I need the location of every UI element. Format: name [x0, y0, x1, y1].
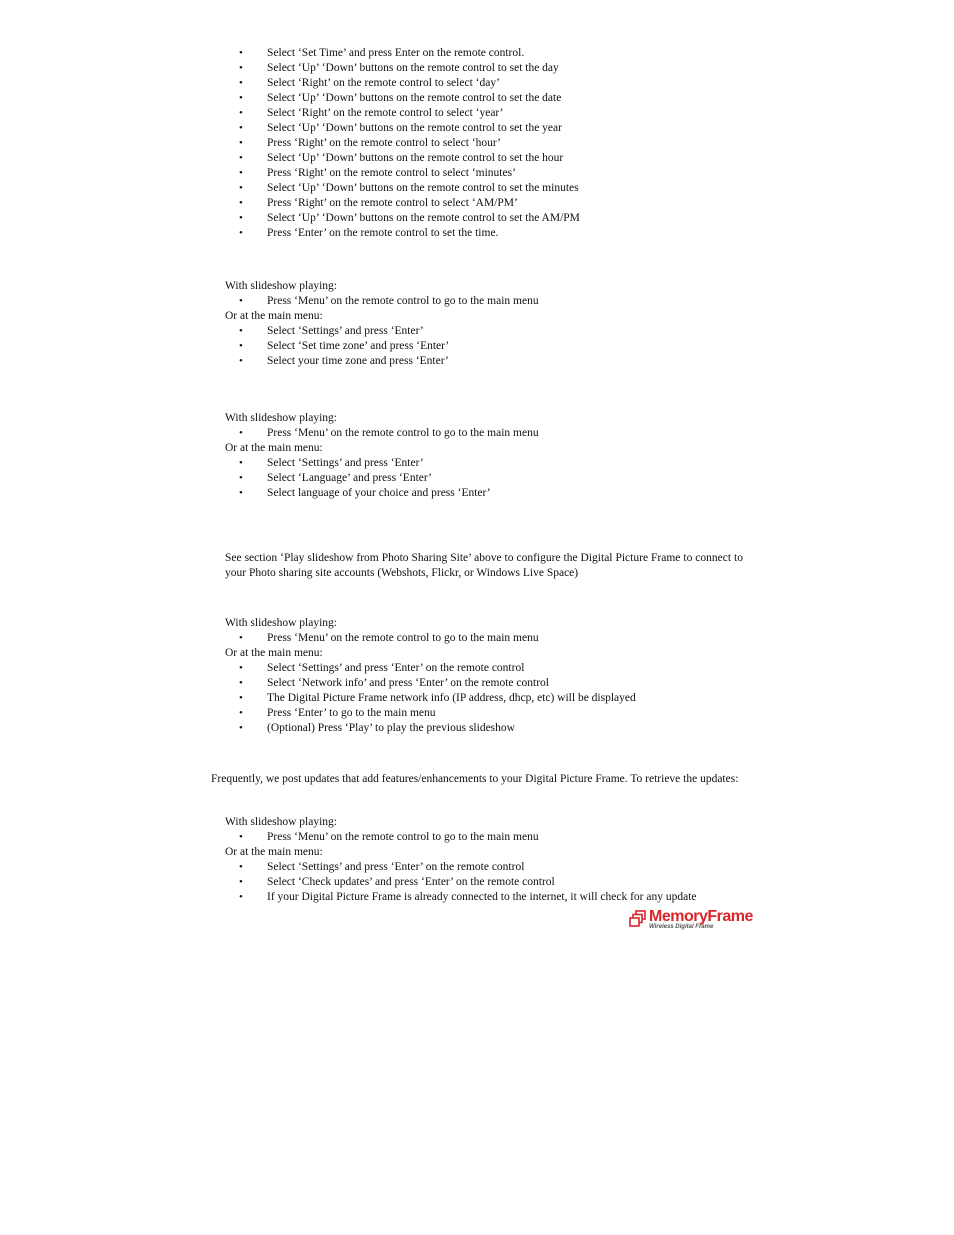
set-time-section: [225, 46, 745, 241]
main-menu-intro: Or at the main menu:: [225, 647, 323, 659]
main-menu-intro: Or at the main menu:: [225, 310, 323, 322]
logo-tagline: Wireless Digital Frame: [649, 924, 714, 930]
list-item: • Press ‘Right’ on the remote control to select ‘minutes’: [225, 166, 745, 181]
slideshow-intro: With slideshow playing:: [225, 617, 337, 629]
list-item: • Select ‘Set Time’ and press Enter on the remote control.: [225, 46, 745, 61]
language-steps-list: [225, 456, 745, 501]
list-item: • Select language of your choice and press ‘Enter’: [225, 486, 745, 501]
list-item: • Select ‘Up’ ‘Down’ buttons on the remote control to set the minutes: [225, 181, 745, 196]
list-item: • Select ‘Up’ ‘Down’ buttons on the remote control to set the year: [225, 121, 745, 136]
list-item: • Press ‘Right’ on the remote control to select ‘AM/PM’: [225, 196, 745, 211]
menu-step-list: [225, 294, 745, 309]
menu-step-list: [225, 830, 745, 845]
main-menu-intro: Or at the main menu:: [225, 846, 323, 858]
logo-wordmark: MemoryFrame: [649, 908, 753, 925]
network-steps-list: [225, 661, 745, 736]
list-item: • Select ‘Set time zone’ and press ‘Enter’: [225, 339, 745, 354]
list-item: • (Optional) Press ‘Play’ to play the previous slideshow: [225, 721, 745, 736]
timezone-section: [225, 279, 745, 369]
list-item: • Press ‘Menu’ on the remote control to go to the main menu: [225, 426, 745, 441]
list-item: • Select ‘Right’ on the remote control to select ‘day’: [225, 76, 745, 91]
list-item: • Select ‘Settings’ and press ‘Enter’ on the remote control: [225, 860, 745, 875]
slideshow-intro: With slideshow playing:: [225, 280, 337, 292]
list-item: • Press ‘Enter’ on the remote control to set the time.: [225, 226, 745, 241]
frames-icon: [629, 910, 647, 928]
list-item: • Press ‘Right’ on the remote control to select ‘hour’: [225, 136, 745, 151]
list-item: • The Digital Picture Frame network info (IP address, dhcp, etc) will be displayed: [225, 691, 745, 706]
menu-step-list: [225, 426, 745, 441]
main-menu-intro: Or at the main menu:: [225, 442, 323, 454]
list-item: • Press ‘Enter’ to go to the main menu: [225, 706, 745, 721]
language-section: [225, 411, 745, 501]
menu-step-list: [225, 631, 745, 646]
updates-paragraph: Frequently, we post updates that add features/enhancements to your Digital Picture Frame. To retrieve the updates:: [211, 773, 739, 785]
list-item: • Select ‘Language’ and press ‘Enter’: [225, 471, 745, 486]
list-item: • Select ‘Up’ ‘Down’ buttons on the remote control to set the hour: [225, 151, 745, 166]
list-item: • Press ‘Menu’ on the remote control to go to the main menu: [225, 830, 745, 845]
list-item: • Press ‘Menu’ on the remote control to go to the main menu: [225, 631, 745, 646]
updates-section: [225, 815, 745, 905]
network-section: [225, 616, 745, 736]
list-item: • Select ‘Check updates’ and press ‘Enter’ on the remote control: [225, 875, 745, 890]
list-item: • Select ‘Up’ ‘Down’ buttons on the remote control to set the day: [225, 61, 745, 76]
list-item: • Select ‘Settings’ and press ‘Enter’: [225, 324, 745, 339]
list-item: • Select ‘Up’ ‘Down’ buttons on the remote control to set the AM/PM: [225, 211, 745, 226]
timezone-steps-list: [225, 324, 745, 369]
photo-sharing-paragraph: See section ‘Play slideshow from Photo Sharing Site’ above to configure the Digital Picture Frame to connect to your Photo sharing site accounts (Webshots, Flickr, or Windows Live Space): [225, 552, 743, 579]
memoryframe-logo: [629, 908, 753, 936]
updates-steps-list: [225, 860, 745, 905]
list-item: • Select ‘Network info’ and press ‘Enter’ on the remote control: [225, 676, 745, 691]
slideshow-intro: With slideshow playing:: [225, 816, 337, 828]
list-item: • Select your time zone and press ‘Enter’: [225, 354, 745, 369]
slideshow-intro: With slideshow playing:: [225, 412, 337, 424]
list-item: • Select ‘Settings’ and press ‘Enter’: [225, 456, 745, 471]
list-item: • Select ‘Up’ ‘Down’ buttons on the remote control to set the date: [225, 91, 745, 106]
list-item: • Select ‘Right’ on the remote control to select ‘year’: [225, 106, 745, 121]
list-item: • Select ‘Settings’ and press ‘Enter’ on the remote control: [225, 661, 745, 676]
set-time-list: [225, 46, 745, 241]
list-item: • Press ‘Menu’ on the remote control to go to the main menu: [225, 294, 745, 309]
list-item: • If your Digital Picture Frame is already connected to the internet, it will check for any update: [225, 890, 745, 905]
